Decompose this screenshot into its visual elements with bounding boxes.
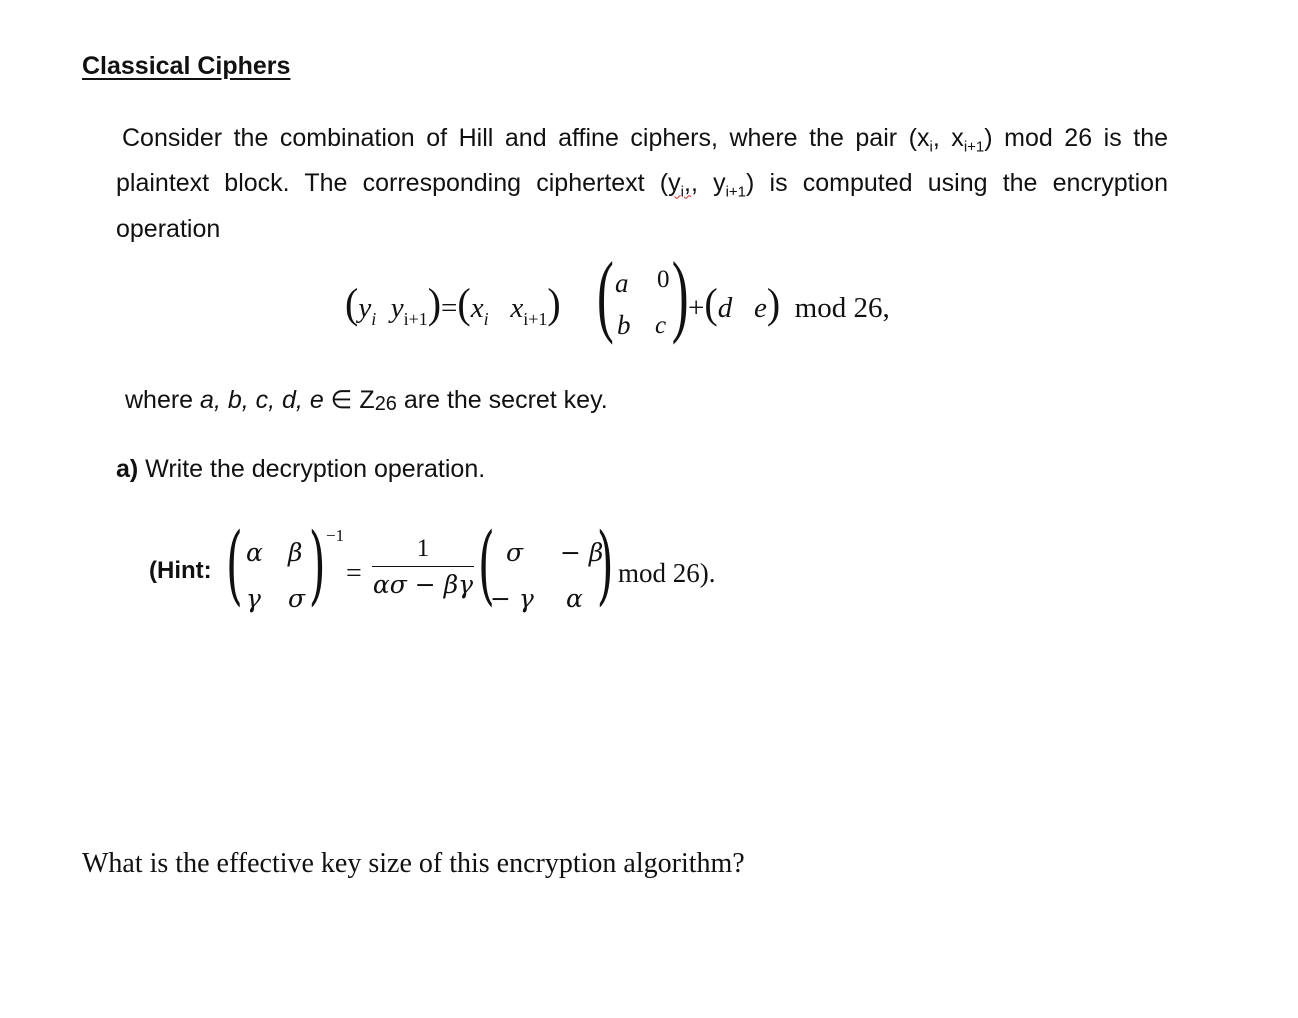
hint-numerator: 1 — [416, 535, 430, 562]
hint-adjugate-matrix — [478, 515, 614, 620]
hint-equals: = — [346, 558, 362, 589]
part-a-label: a) — [116, 455, 139, 483]
intro-text-3: ) mod 26 is the plaintext block. The corresponding ciphertext ( — [116, 124, 1168, 198]
part-a-question — [116, 455, 485, 484]
where-suffix: are the secret key. — [396, 386, 608, 414]
eq-d: d — [717, 292, 733, 324]
eq-plus: + — [688, 292, 705, 324]
hint-label: (Hint: — [149, 557, 212, 584]
eq-x-i: x — [470, 292, 484, 324]
intro-sub-3: i — [680, 183, 684, 201]
encryption-equation: ($y_i$ $y_{i+1})=(x_i$ $x_{i+1}$) — [345, 279, 561, 330]
intro-text-5: ) is computed using the encryption operation — [116, 169, 1168, 243]
matrix-right-paren: ) — [672, 243, 689, 345]
equation-affine-part: +(d e) mod 26, — [688, 279, 890, 328]
matrix-left-paren: ( — [597, 243, 614, 345]
hint-matrix — [226, 515, 326, 620]
key-description — [125, 385, 608, 416]
key-matrix — [597, 243, 689, 346]
matrix-a: a — [615, 268, 629, 298]
spellcheck-word: $y_i$, — [668, 169, 691, 201]
section-title: Classical Ciphers — [82, 52, 291, 80]
eq-sub: i+1 — [403, 309, 428, 330]
intro-text-1: Consider the combination of Hill and affine ciphers, where the pair (x — [122, 124, 930, 152]
key-size-question: What is the effective key size of this encryption algorithm? — [82, 848, 745, 879]
hint-mod: mod 26). — [618, 558, 716, 588]
intro-text-4: , y — [690, 169, 726, 198]
eq-sub: i — [371, 309, 377, 330]
where-member: ∈ Z — [323, 386, 375, 414]
intro-paragraph — [116, 120, 1168, 247]
intro-y: y — [668, 169, 681, 198]
hint-matrix-right-paren: ) — [309, 515, 326, 615]
hint-inverse-exponent: −1 — [326, 526, 345, 545]
hint-alpha: α — [246, 538, 263, 567]
adj-alpha: α — [566, 584, 583, 613]
adj-neg-gamma: − γ — [490, 584, 534, 613]
adjugate-left-paren: ( — [478, 515, 495, 615]
hint-gamma: γ — [246, 584, 261, 613]
eq-sub: i+1 — [523, 309, 548, 330]
intro-sub-2: i+1 — [963, 138, 985, 156]
part-a-text: Write the decryption operation. — [138, 455, 486, 483]
eq-y-i1: y — [390, 292, 404, 324]
fraction-bar — [372, 566, 474, 567]
eq-x-i1: x — [510, 292, 524, 324]
where-sub: 26 — [374, 393, 397, 415]
hint-denominator: ασ − βγ — [372, 570, 474, 599]
intro-sub-4: i+1 — [725, 183, 747, 201]
matrix-c: c — [655, 312, 667, 339]
adj-sigma: σ — [506, 538, 524, 567]
hint-matrix-left-paren: ( — [226, 515, 243, 615]
eq-equals: = — [441, 292, 458, 324]
eq-sub: i — [483, 309, 489, 330]
eq-mod: mod 26, — [794, 292, 890, 324]
matrix-b: b — [617, 310, 631, 340]
hint-sigma: σ — [288, 584, 306, 613]
intro-sub-1: i — [929, 138, 933, 156]
where-prefix: where — [125, 386, 201, 414]
hint-fraction — [372, 534, 474, 601]
matrix-zero: 0 — [657, 266, 670, 293]
eq-e: e — [753, 292, 767, 324]
hint-beta: β — [288, 538, 303, 567]
adjugate-right-paren: ) — [597, 515, 614, 615]
adj-neg-beta: − β — [560, 538, 604, 567]
intro-text-2: , x — [932, 124, 964, 152]
eq-y-i: y — [358, 292, 372, 324]
where-vars: a, b, c, d, e — [200, 386, 324, 414]
